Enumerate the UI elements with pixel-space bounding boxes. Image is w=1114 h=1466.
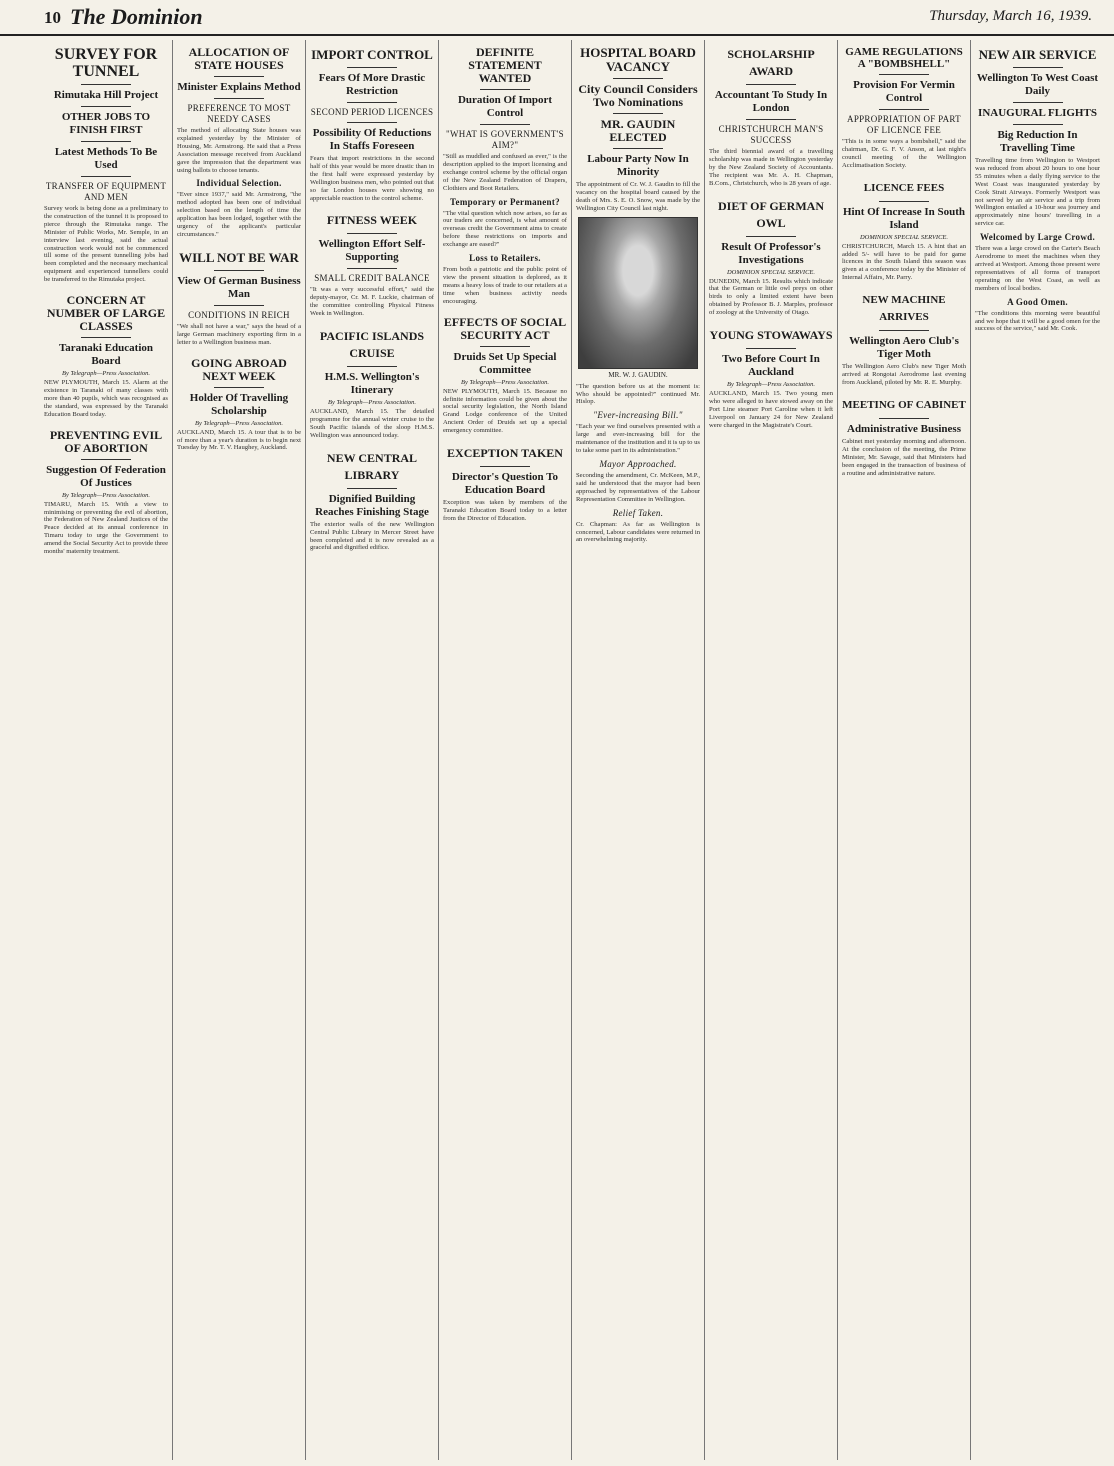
article-text: The third biennial award of a travelling scholarship was made in Wellington yesterday by the New Zealand Society of Accountants. The recipient was Mr. A. H. Chapman, B.Com., Christchurch, who is 28 years of age. (709, 148, 833, 187)
divider (214, 305, 264, 306)
article-text: NEW PLYMOUTH, March 15. Because no definite information could be given about the social security legislation, the North Island Grand Lodge conference of the United Ancient Order of Druids set up a special emergency committee. (443, 387, 567, 435)
article-text: "Each year we find ourselves presented with a large and ever-increasing bill for the maintenance of the institution and it is up to us to take some part in its administration." (576, 423, 700, 455)
deck: SECOND PERIOD LICENCES (310, 107, 434, 117)
divider (81, 176, 131, 177)
article-text: Fears that import restrictions in the second half of this year would be more drastic than in the first half were expressed yesterday by Wellington business men, who pointed out that so far London houses were showing no appreciable reaction to the control scheme. (310, 155, 434, 202)
headline: DEFINITE STATEMENT WANTED (468, 45, 542, 85)
headline: PREVENTING EVIL OF ABORTION (49, 427, 163, 455)
article-text: Cr. Chapman: As far as Wellington is concerned, Labour candidates were returned in an overwhelming majority. (576, 520, 700, 544)
subheadline: H.M.S. Wellington's Itinerary (324, 371, 420, 397)
article-text: "We shall not have a war," says the head of a large German machinery exporting firm in a letter to a Wellington business man. (177, 322, 301, 346)
divider (879, 74, 929, 75)
article-text: The method of allocating State houses was explained yesterday by the Minister of Housing, Mr. Armstrong. He said that a Press Association message received from Auckland gave the impression that the department was using ballots to choose tenants. (177, 127, 301, 174)
article-text: The appointment of Cr. W. J. Gaudin to fill the vacancy on the hospital board caused by the death of Mrs. S. E. O. Snow, was made by the Wellington City Council last night. (576, 181, 700, 212)
article-text: Travelling time from Wellington to Westport was reduced from about 20 hours to one hour 55 minutes when a daily flying service to the West Coast was inaugurated yesterday by Cook Strait Airways. Formerly Westport was not served by an air service and a trip from Wellington entailed a 10-hour sea journey and approximately nine hours' travelling in a service car. (975, 157, 1100, 228)
divider (81, 84, 131, 85)
section-heading: A Good Omen. (1007, 296, 1068, 307)
story-scholarship-award (709, 46, 833, 188)
subheadline: Big Reduction In Travelling Time (997, 129, 1078, 154)
column-5 (572, 40, 705, 1460)
divider (879, 201, 929, 202)
article-text: "The conditions this morning were beautiful and we hope that it will be a good omen for the success of the service," said Mr. Cook. (975, 309, 1100, 333)
article-text: "Still as muddled and confused as ever," is the description applied to the import licensing and exchange control scheme by the official organ of the New Zealand Federation of Drapers, Clothiers and Boot Retailers. (443, 153, 567, 192)
divider (879, 109, 929, 110)
divider (480, 124, 530, 125)
story-pacific-cruise (310, 328, 434, 440)
subheadline: View Of German Business Man (177, 274, 301, 300)
column-2 (173, 40, 306, 1460)
headline: SURVEY FOR TUNNEL (54, 46, 158, 80)
divider (1013, 67, 1063, 68)
article-text: CHRISTCHURCH, March 15. A hint that an added 5/- will have to be paid for game licences in the South Island this season was given at a conference today by the Minister of Internal Affairs, Mr. Parry. (842, 242, 966, 282)
article-text: AUCKLAND, March 15. Two young men who were alleged to have stowed away on the Port Line steamer Port Caroline when it left Liverpool on January 24 for New Zealand were charged in the Magistrate's Court. (709, 390, 833, 429)
section-heading: Mayor Approached. (599, 458, 677, 469)
story-licence-fees (842, 180, 966, 283)
column-6 (705, 40, 838, 1460)
story-state-houses (177, 46, 301, 239)
article-text: "This is in some ways a bombshell," said the chairman, Dr. G. F. V. Anson, at last night's council meeting of the Wellington Acclimatisation Society. (842, 138, 966, 169)
section-heading: Individual Selection. (196, 178, 282, 189)
headline: NEW AIR SERVICE (978, 47, 1097, 62)
headline: MEETING OF CABINET (842, 398, 966, 411)
divider (214, 76, 264, 77)
divider (480, 346, 530, 347)
article-text: "It was a very successful effort," said the deputy-mayor, Cr. M. F. Luckie, chairman of the committee controlling Physical Fitness Week in Wellington. (310, 286, 434, 318)
subheadline: Two Before Court In Auckland (722, 353, 820, 379)
subheadline: Holder Of Travelling Scholarship (189, 391, 289, 417)
divider (81, 337, 131, 338)
headline: LICENCE FEES (863, 181, 945, 194)
divider (347, 366, 397, 367)
subheadline: Suggestion Of Federation Of Justices (46, 463, 166, 489)
divider (81, 106, 131, 107)
article-text: Exception was taken by members of the Taranaki Education Board today to a letter from the Director of Education. (443, 499, 567, 522)
divider (347, 488, 397, 489)
story-going-abroad (177, 357, 301, 453)
deck: CHRISTCHURCH MAN'S SUCCESS (718, 124, 824, 145)
divider (347, 268, 397, 269)
subheadline: Hint Of Increase In South Island (842, 205, 966, 231)
byline: By Telegraph—Press Association. (61, 491, 151, 499)
byline: By Telegraph—Press Association. (327, 399, 417, 407)
headline: GAME REGULATIONS A "BOMBSHELL" (845, 46, 963, 70)
subheadline: Druids Set Up Special Committee (453, 350, 557, 376)
subheadline: Wellington To West Coast Daily (976, 72, 1099, 97)
column-1 (40, 40, 173, 1460)
headline: FITNESS WEEK (326, 213, 418, 228)
divider (613, 148, 663, 149)
story-game-regulations (842, 46, 966, 170)
divider (81, 459, 131, 460)
byline: By Telegraph—Press Association. (194, 419, 284, 427)
article-text: DUNEDIN, March 15. Results which indicate that the German or little owl preys on other birds to only a limited extent have been obtained by Professor B. J. Marples, professor of zoology at the University of Otago. (709, 277, 833, 317)
subheadline: Administrative Business (847, 422, 961, 435)
photo-caption: MR. W. J. GAUDIN. (608, 370, 668, 379)
article-text: From both a patriotic and the public point of view the present situation is deplored, as it means a heavy loss of trade to our retailers at a time when business activity needs encouraging. (443, 266, 567, 305)
deck: TRANSFER OF EQUIPMENT AND MEN (45, 181, 167, 202)
divider (746, 236, 796, 237)
article-text: TIMARU, March 15. With a view to minimising or preventing the evil of abortion, the Federation of New Zealand Justices of the Peace decided at its annual conference in Timaru today to urge the Government to amend the Social Security Act to provide three months' maternity treatment. (44, 500, 168, 556)
story-import-control (310, 46, 434, 202)
divider (1013, 124, 1063, 125)
byline: DOMINION SPECIAL SERVICE. (726, 268, 816, 276)
subheadline: OTHER JOBS TO FINISH FIRST (61, 111, 151, 136)
subheadline: Director's Question To Education Board (451, 471, 559, 497)
divider (347, 233, 397, 234)
subheadline: MR. GAUDIN ELECTED (600, 117, 676, 144)
article-text: AUCKLAND, March 15. A tour that is to be of more than a year's duration is to begin next Tuesday by Mr. T. V. Haughey, Auckland. (177, 428, 301, 452)
story-new-machine (842, 292, 966, 387)
divider (746, 84, 796, 85)
deck: PREFERENCE TO MOST NEEDY CASES (187, 103, 291, 124)
article-text: Cabinet met yesterday morning and afternoon. At the conclusion of the meeting, the Prime Minister, Mr. Savage, said that Ministers had been engaged in the transaction of business of a routine and administrative nature. (842, 437, 966, 477)
headline: SCHOLARSHIP AWARD (727, 47, 815, 78)
section-heading: Relief Taken. (612, 507, 664, 518)
article-text: NEW PLYMOUTH, March 15. Alarm at the existence in Taranaki of many classes with more than 40 pupils, which was recognised as the standard, was expressed by the Taranaki Education Board today. (44, 379, 168, 418)
deck: CONDITIONS IN REICH (188, 309, 290, 320)
paper-name: The Dominion (70, 4, 203, 29)
subheadline: INAUGURAL FLIGHTS (978, 107, 1097, 119)
story-cabinet-meeting (842, 397, 966, 478)
divider (746, 119, 796, 120)
headline: NEW MACHINE ARRIVES (862, 294, 946, 324)
article-text: Survey work is being done as a preliminary to the construction of the tunnel it is proposed to pierce through the Rimutaka range. The Minister of Public Works, Mr. Semple, in an interview last evening, said the actual construction work would not be commenced till some of the present tunnelling jobs had been completed and the necessary mechanical equipment and experienced tunnellers could be transferred to the Rimutaka project. (44, 205, 168, 284)
section-heading: Loss to Retailers. (469, 253, 541, 264)
story-exception-taken (443, 445, 567, 523)
article-text: The exterior walls of the new Wellington Central Public Library in Mercer Street have been completed and it is now revealed as a graceful and dignified edifice. (310, 520, 434, 552)
headline: EFFECTS OF SOCIAL SECURITY ACT (443, 314, 567, 342)
subheadline: Taranaki Education Board (58, 342, 154, 368)
story-young-stowaways (709, 327, 833, 430)
subheadline: Provision For Vermin Control (853, 79, 955, 104)
divider (879, 418, 929, 419)
byline: By Telegraph—Press Association. (61, 370, 151, 378)
headline: EXCEPTION TAKEN (447, 446, 563, 461)
story-abortion (44, 429, 168, 556)
divider (347, 67, 397, 68)
section-heading: Welcomed by Large Crowd. (979, 232, 1096, 243)
headline: HOSPITAL BOARD VACANCY (580, 45, 696, 74)
article-text: The Wellington Aero Club's new Tiger Moth arrived at Rongotai Aerodrome last evening from Auckland, piloted by Mr. R. E. Murphy. (842, 363, 966, 386)
headline: IMPORT CONTROL (311, 47, 433, 62)
byline: DOMINION SPECIAL SERVICE. (859, 233, 949, 241)
story-central-library (310, 450, 434, 553)
article-text: AUCKLAND, March 15. The detailed programme for the annual winter cruise to the South Pacific islands of the sloop H.M.S. Wellington was announced today. (310, 408, 434, 439)
subheadline: Duration Of Import Control (457, 94, 553, 119)
subheadline: Minister Explains Method (177, 81, 301, 93)
headline: NEW CENTRAL LIBRARY (326, 450, 418, 482)
divider (214, 270, 264, 271)
divider (214, 98, 264, 99)
subheadline: Rimutaka Hill Project (53, 89, 159, 101)
divider (81, 141, 131, 142)
story-new-air-service (975, 46, 1100, 333)
headline: GOING ABROAD NEXT WEEK (191, 355, 287, 383)
byline: By Telegraph—Press Association. (460, 378, 550, 386)
subheadline: Labour Party Now In Minority (587, 153, 689, 178)
divider (347, 122, 397, 123)
subheadline: Result Of Professor's Investigations (721, 240, 821, 266)
divider (613, 113, 663, 114)
story-social-security (443, 316, 567, 435)
issue-date: Thursday, March 16, 1939. (929, 8, 1092, 24)
story-hospital-board (576, 46, 700, 544)
article-text: Seconding the amendment, Cr. McKeen, M.P., said he understood that the mayor had been approached by representatives of the Labour Representation Committee in Wellington. (576, 471, 700, 503)
subheadline: Latest Methods To Be Used (54, 146, 158, 171)
story-no-war (177, 249, 301, 347)
story-fitness-week (310, 212, 434, 318)
story-large-classes (44, 294, 168, 419)
headline: WILL NOT BE WAR (179, 249, 299, 265)
column-7 (838, 40, 971, 1460)
subheadline: Wellington Effort Self-Supporting (318, 238, 426, 264)
newspaper-columns (40, 40, 1104, 1460)
divider (746, 348, 796, 349)
divider (480, 466, 530, 467)
portrait-photo (578, 217, 698, 369)
subheadline: Fears Of More Drastic Restriction (318, 72, 426, 97)
article-text: "Ever since 1937," said Mr. Armstrong, "the method adopted has been one of individual selection based on the length of time the application has been lodged, together with the urgency of the applicant's particular circumstances." (177, 191, 301, 238)
article-text: "The question before us at the moment is: Who should be appointed?" continued Mr. Hislop. (576, 382, 700, 406)
column-8 (971, 40, 1104, 1460)
divider (214, 387, 264, 388)
divider (347, 102, 397, 103)
section-heading: "Ever-increasing Bill." (593, 410, 683, 421)
headline: PACIFIC ISLANDS CRUISE (319, 329, 425, 361)
column-4 (439, 40, 572, 1460)
divider (480, 89, 530, 90)
divider (879, 330, 929, 331)
article-text: "The vital question which now arises, so far as our traders are concerned, is what amount of overseas credit the Government aims to create before these restrictions on imports and exchange are eased?" (443, 209, 567, 249)
headline: CONCERN AT NUMBER OF LARGE CLASSES (46, 293, 166, 334)
subheadline: Dignified Building Reaches Finishing Stage (315, 492, 429, 518)
divider (1013, 102, 1063, 103)
deck: SMALL CREDIT BALANCE (314, 273, 430, 284)
subheadline: City Council Considers Two Nominations (578, 82, 698, 109)
story-definite-statement (443, 46, 567, 306)
deck: "WHAT IS GOVERNMENT'S AIM?" (446, 129, 564, 150)
article-text: There was a large crowd on the Carter's Beach Aerodrome to meet the machines when they arrived at Westport. Among those present were representatives of all forms of transport operating on the West Coast, as well as members of local bodies. (975, 245, 1100, 292)
headline: ALLOCATION OF STATE HOUSES (188, 45, 290, 72)
page-number: 10 (44, 8, 61, 27)
headline: DIET OF GERMAN OWL (717, 198, 824, 230)
divider (613, 78, 663, 79)
subheadline: Accountant To Study In London (714, 89, 828, 114)
story-survey-tunnel (44, 46, 168, 284)
subheadline: Wellington Aero Club's Tiger Moth (849, 335, 959, 361)
column-3 (306, 40, 439, 1460)
masthead (0, 0, 1114, 36)
headline: YOUNG STOWAWAYS (709, 328, 833, 343)
deck: APPROPRIATION OF PART OF LICENCE FEE (847, 114, 961, 135)
section-heading: Temporary or Permanent? (450, 196, 560, 207)
byline: By Telegraph—Press Association. (726, 381, 816, 389)
story-german-owl (709, 198, 833, 318)
subheadline: Possibility Of Reductions In Staffs Foreseen (312, 127, 432, 152)
